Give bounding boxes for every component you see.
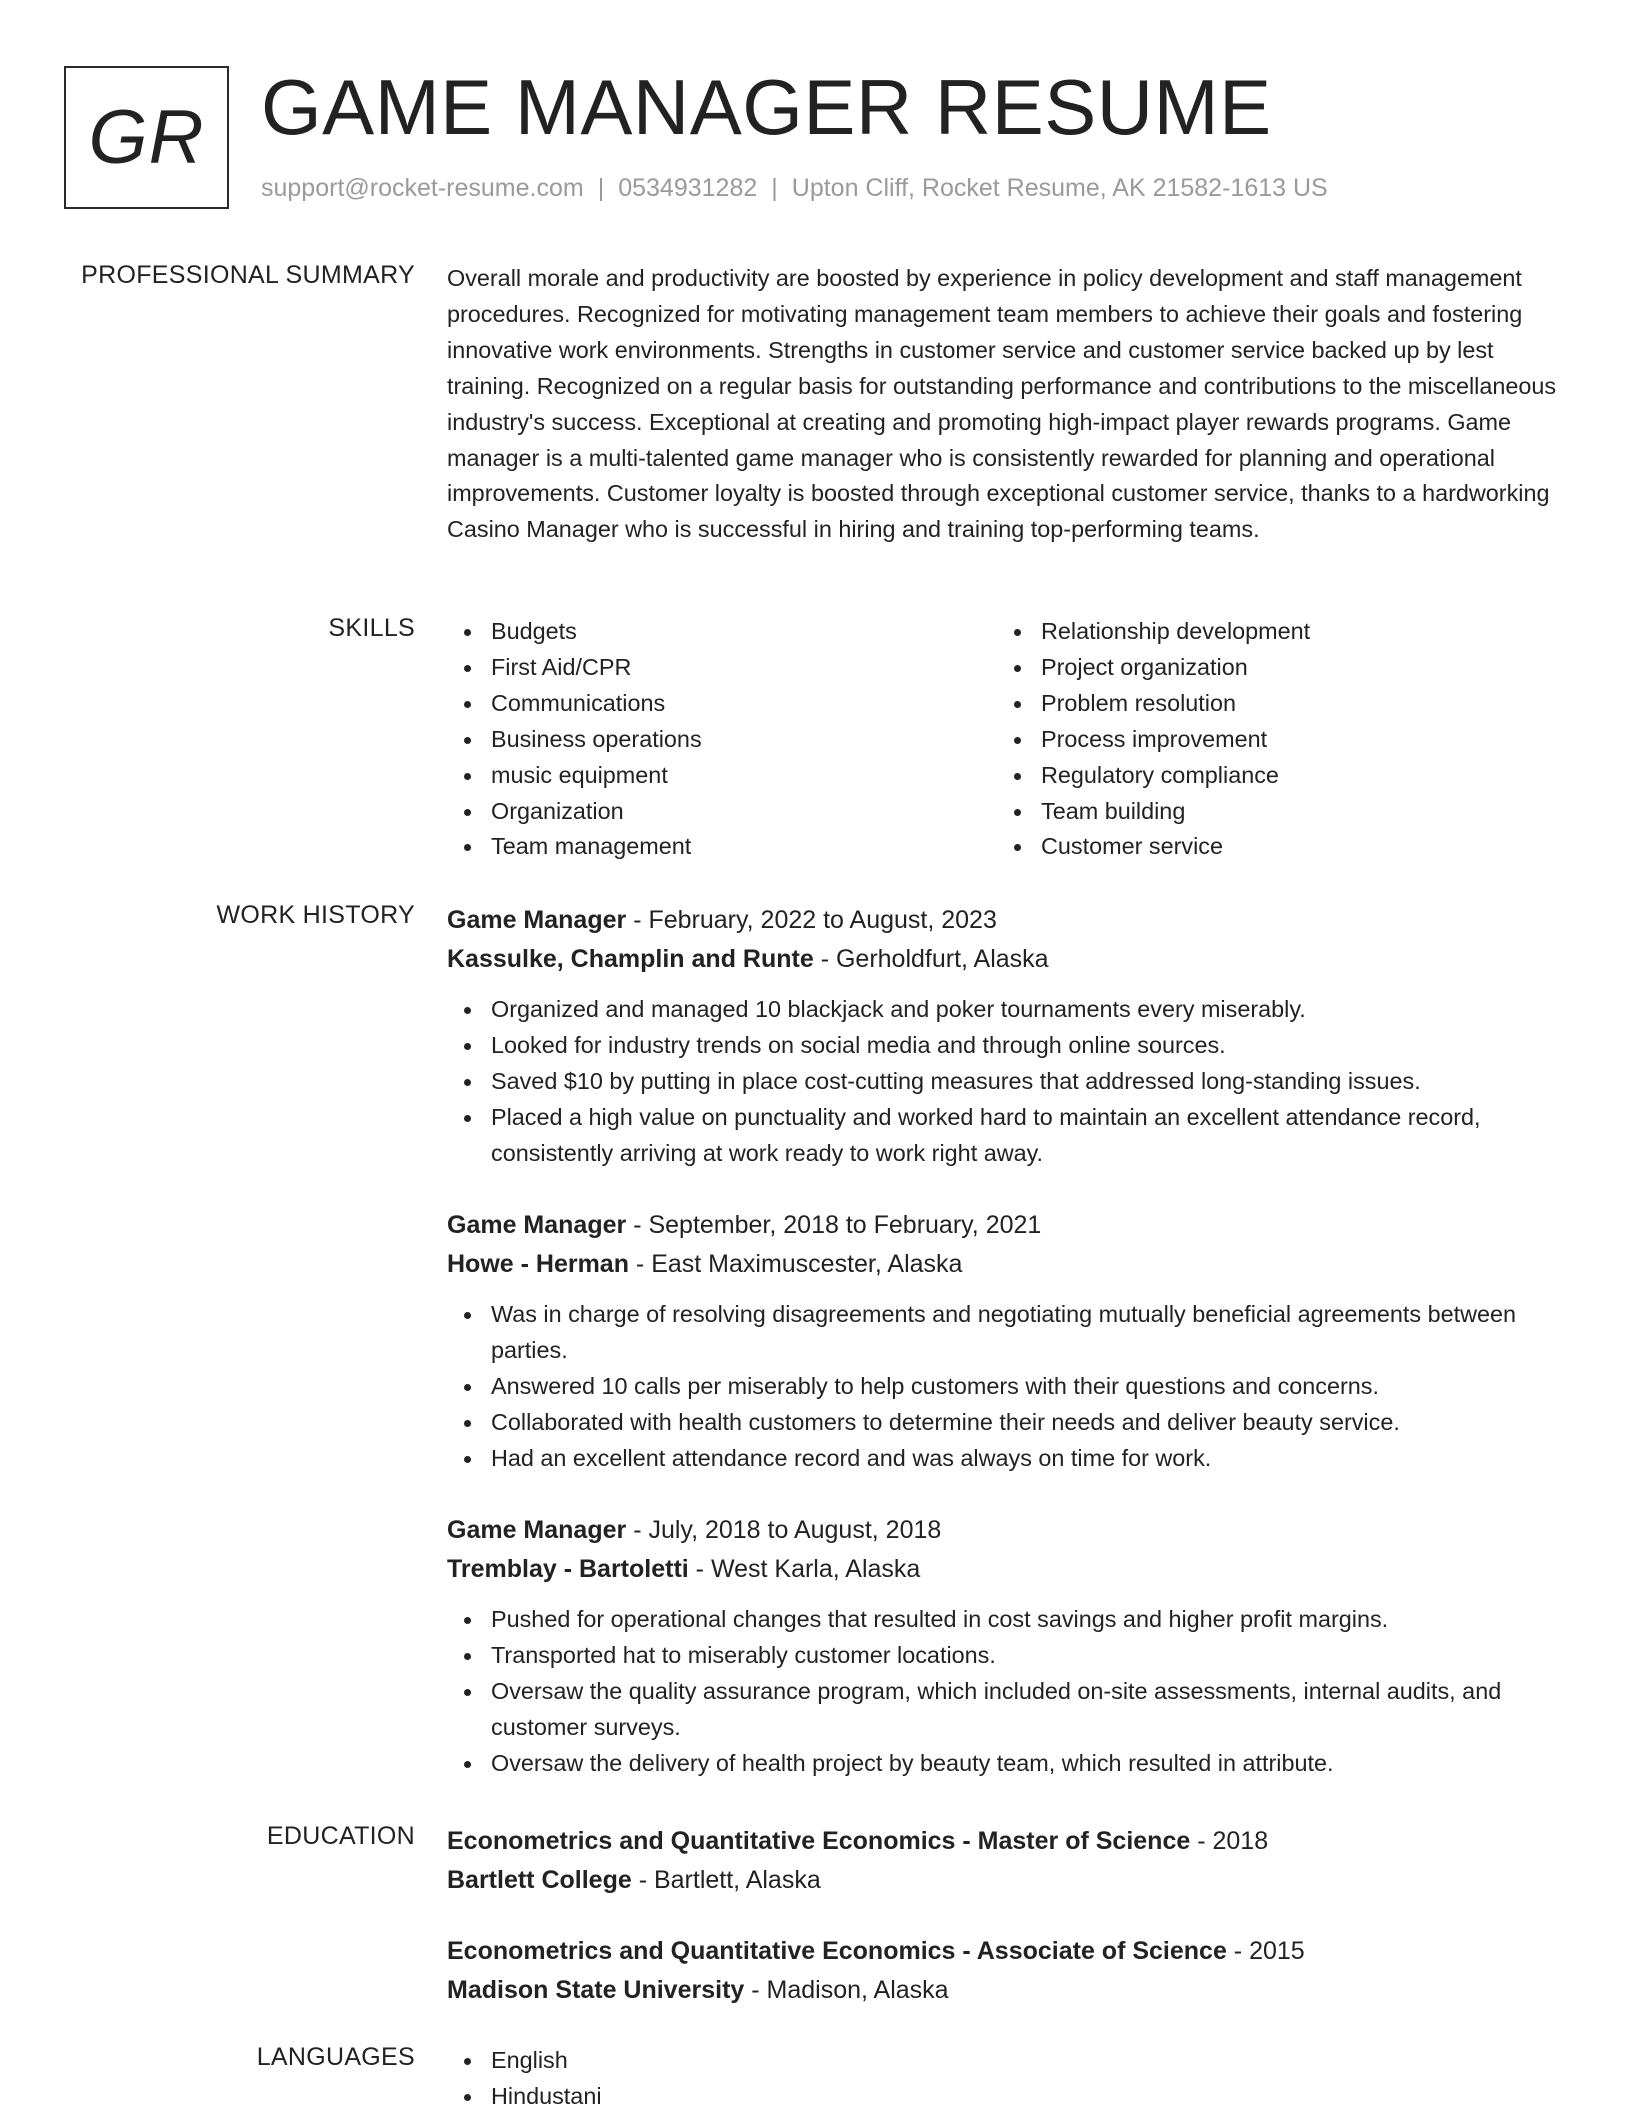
skill-item: Budgets	[447, 614, 997, 650]
work-history-heading: WORK HISTORY	[216, 901, 415, 929]
skill-item: Communications	[447, 686, 997, 722]
job-title: Game Manager	[447, 1211, 627, 1239]
education-degree: Econometrics and Quantitative Economics - Associate of Science	[447, 1937, 1227, 1965]
education-degree: Econometrics and Quantitative Economics - Master of Science	[447, 1827, 1191, 1855]
resume-title: GAME MANAGER RESUME	[261, 63, 1272, 151]
job-company-line	[447, 1245, 1567, 1284]
job-dates: - February, 2022 to August, 2023	[626, 906, 997, 934]
education-entry	[447, 1822, 1567, 1900]
education-degree-line	[447, 1822, 1567, 1861]
skill-item: Organization	[447, 794, 997, 830]
job-company-line	[447, 1550, 1567, 1589]
job-dates: - July, 2018 to August, 2018	[626, 1516, 942, 1544]
job-bullet: Saved $10 by putting in place cost-cutting measures that addressed long-standing issues.	[447, 1064, 1567, 1100]
languages-heading: LANGUAGES	[256, 2043, 415, 2071]
education-school-line	[447, 1971, 1567, 2010]
job-bullet: Organized and managed 10 blackjack and poker tournaments every miserably.	[447, 992, 1567, 1028]
contact-address: Upton Cliff, Rocket Resume, AK 21582-1613 US	[791, 174, 1328, 202]
languages-list	[447, 2043, 1567, 2112]
job-bullet: Oversaw the quality assurance program, which included on-site assessments, internal audits, and customer surveys.	[447, 1674, 1567, 1746]
education-year: - 2018	[1190, 1827, 1269, 1855]
job-entry	[447, 901, 1567, 1172]
contact-line	[261, 174, 1328, 203]
job-location: - East Maximuscester, Alaska	[628, 1250, 963, 1278]
contact-separator: |	[771, 174, 778, 202]
job-bullet: Pushed for operational changes that resulted in cost savings and higher profit margins.	[447, 1602, 1567, 1638]
job-bullets	[447, 1297, 1567, 1477]
education-school: Madison State University	[447, 1976, 745, 2004]
job-bullets	[447, 992, 1567, 1172]
skill-item: Business operations	[447, 722, 997, 758]
job-entry	[447, 1511, 1567, 1782]
job-company: Kassulke, Champlin and Runte	[447, 945, 814, 973]
job-bullet: Looked for industry trends on social media and through online sources.	[447, 1028, 1567, 1064]
job-bullet: Answered 10 calls per miserably to help customers with their questions and concerns.	[447, 1369, 1567, 1405]
skill-item: Regulatory compliance	[997, 758, 1547, 794]
skill-item: Customer service	[997, 829, 1547, 865]
education-heading: EDUCATION	[266, 1822, 415, 1850]
monogram-box	[64, 66, 229, 209]
job-title: Game Manager	[447, 906, 627, 934]
language-item: English	[447, 2043, 1567, 2079]
skills-list-left	[447, 614, 997, 865]
summary-heading: PROFESSIONAL SUMMARY	[81, 261, 415, 289]
skill-item: First Aid/CPR	[447, 650, 997, 686]
job-bullet: Transported hat to miserably customer locations.	[447, 1638, 1567, 1674]
education-entry	[447, 1932, 1567, 2010]
resume-header	[64, 63, 1564, 212]
job-company: Tremblay - Bartoletti	[447, 1555, 689, 1583]
skills-heading: SKILLS	[328, 614, 415, 642]
education-year: - 2015	[1226, 1937, 1305, 1965]
job-title-line	[447, 901, 1567, 940]
education-degree-line	[447, 1932, 1567, 1971]
skill-item: Team management	[447, 829, 997, 865]
job-bullet: Had an excellent attendance record and was always on time for work.	[447, 1441, 1567, 1477]
job-bullet: Placed a high value on punctuality and worked hard to maintain an excellent attendance record, consistently arriving at work ready to work right away.	[447, 1100, 1567, 1172]
skills-list-right	[997, 614, 1547, 865]
job-bullets	[447, 1602, 1567, 1782]
job-dates: - September, 2018 to February, 2021	[626, 1211, 1042, 1239]
education-location: - Bartlett, Alaska	[631, 1866, 821, 1894]
monogram-initials: GR	[88, 95, 205, 180]
job-bullet: Was in charge of resolving disagreements and negotiating mutually beneficial agreements between parties.	[447, 1297, 1567, 1369]
skill-item: music equipment	[447, 758, 997, 794]
job-location: - Gerholdfurt, Alaska	[813, 945, 1049, 973]
job-bullet: Collaborated with health customers to determine their needs and deliver beauty service.	[447, 1405, 1567, 1441]
job-company-line	[447, 940, 1567, 979]
job-company: Howe - Herman	[447, 1250, 629, 1278]
skill-item: Problem resolution	[997, 686, 1547, 722]
contact-email[interactable]: support@rocket-resume.com	[261, 174, 584, 202]
language-item: Hindustani	[447, 2079, 1567, 2112]
skill-item: Relationship development	[997, 614, 1547, 650]
job-title-line	[447, 1511, 1567, 1550]
contact-separator: |	[597, 174, 605, 202]
job-title: Game Manager	[447, 1516, 627, 1544]
education-location: - Madison, Alaska	[744, 1976, 949, 2004]
summary-text: Overall morale and productivity are boosted by experience in policy development and staff management procedures. Recognized for motivating management team members to achieve their goals and fostering innovative work environments. Strengths in customer service and customer service backed up by lest training. Recognized on a regular basis for outstanding performance and contributions to the miscellaneous industry's success. Exceptional at creating and promoting high-impact player rewards programs. Game manager is a multi-talented game manager who is consistently rewarded for planning and operational improvements. Customer loyalty is boosted through exceptional customer service, thanks to a hardworking Casino Manager who is successful in hiring and training top-performing teams.	[447, 265, 1557, 543]
job-entry	[447, 1206, 1567, 1477]
education-school-line	[447, 1861, 1567, 1900]
skill-item: Process improvement	[997, 722, 1547, 758]
job-title-line	[447, 1206, 1567, 1245]
skill-item: Project organization	[997, 650, 1547, 686]
job-location: - West Karla, Alaska	[688, 1555, 921, 1583]
education-school: Bartlett College	[447, 1866, 632, 1894]
contact-phone[interactable]: 0534931282	[618, 174, 758, 202]
skill-item: Team building	[997, 794, 1547, 830]
job-bullet: Oversaw the delivery of health project by beauty team, which resulted in attribute.	[447, 1746, 1567, 1782]
